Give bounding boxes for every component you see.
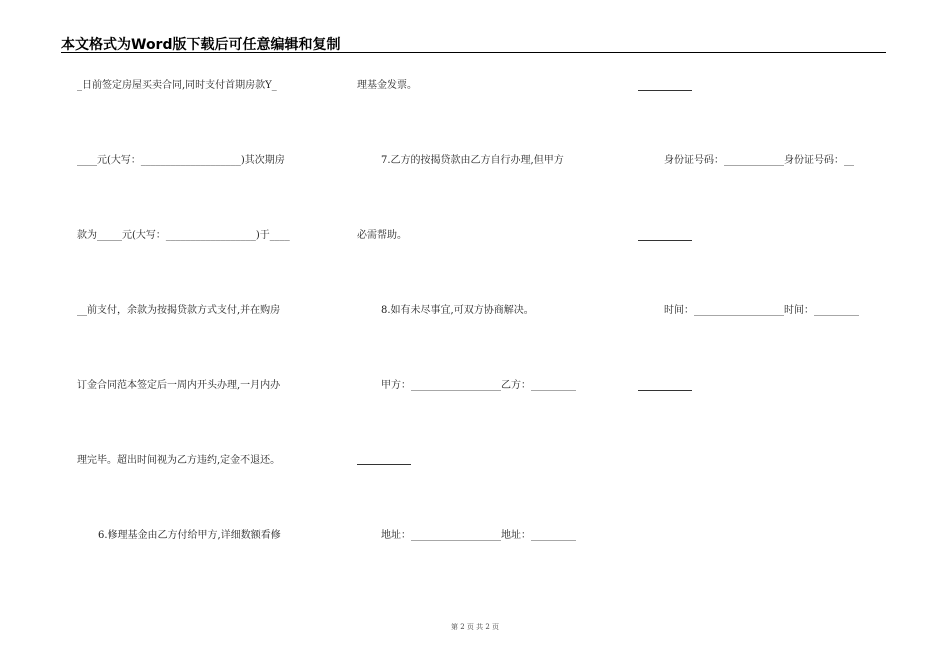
col2-line-1: 理基金发票。	[357, 80, 417, 91]
col2-party-line: 甲方：__________________乙方：_________	[381, 380, 576, 391]
col2-line-4: 8.如有未尽事宜,可双方协商解决。	[381, 305, 534, 316]
col1-line-5: 订金合同范本签定后一周内开头办理,一月内办	[77, 380, 281, 391]
col2-blank-line	[357, 464, 411, 465]
col1-line-6: 理完毕。超出时间视为乙方违约,定金不退还。	[77, 455, 281, 466]
col2-line-3: 必需帮助。	[357, 230, 407, 241]
col3-date-line: 时间：__________________时间：_________	[664, 305, 859, 316]
col3-id-number-line: 身份证号码：____________身份证号码：__	[664, 155, 854, 166]
col1-line-2: ____元(大写：____________________)其次期房	[77, 155, 285, 166]
col3-blank-line-3	[638, 390, 692, 391]
document-header-title: 本文格式为Word版下载后可任意编辑和复制	[61, 37, 341, 53]
page-number: 第 2 页 共 2 页	[450, 623, 500, 631]
col1-line-1: _日前签定房屋买卖合同,同时支付首期房款Y_	[77, 80, 277, 91]
col2-line-2: 7.乙方的按揭贷款由乙方自行办理,但甲方	[381, 155, 564, 166]
col3-blank-line-2	[638, 240, 692, 241]
col1-line-7: 6.修理基金由乙方付给甲方,详细数额看修	[98, 530, 281, 541]
col2-address-line: 地址：__________________地址：_________	[381, 530, 576, 541]
col1-line-4: __前支付，余款为按揭贷款方式支付,并在购房	[77, 305, 281, 316]
col3-blank-line-1	[638, 90, 692, 91]
col1-line-3: 款为_____元(大写：__________________)于____	[77, 230, 290, 241]
header-divider	[61, 52, 886, 53]
